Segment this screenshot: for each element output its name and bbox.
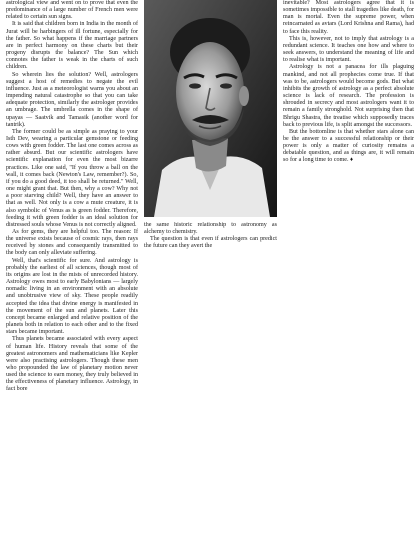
paragraph: As for gems, they are helpful too. The reason: If the universe exists because of cosmic rays, then rays received by stones and consequently transmitted to the body can only alleviate suffering. <box>6 229 138 257</box>
portrait-photo <box>144 0 277 217</box>
portrait-image <box>144 0 277 217</box>
paragraph: The question is that even if astrologers can predict the future can they avert the <box>144 236 277 250</box>
paragraph: the same historic relationship to astronomy as alchemy to chemistry. <box>144 222 277 236</box>
paragraph <box>283 129 414 165</box>
paragraph: Well, that's scientific for sure. And astrology is probably the earliest of all sciences, though most of its origins are lost in the mists of unrecorded history. Astrology owes most to early Babylonians — largely nomadic living in an environment with an absolute and unobtrusive view of sky. These people readily accepted the idea that divine energy is manifested in the movement of the sun and planets. Later this concept became enlarged and relative position of the planets both in relation to each other and to the fixed stars became important. <box>6 257 138 336</box>
paragraph: The former could be as simple as praying to your Isth Dev, wearing a particular gemstone or feeding cows with green fodder. The last one comes across as rather absurd. But our scientific astrologers have scientific explanation for even the most bizarre practices. Like one said, "If you throw a ball on the wall, it comes back (Newton's Law, remember?). So, if you do a good deed, it too shall be returned." Well, one might grant that. But then, why a cow? Why not a poor starving child? Well, they have an answer to that as well. Not only is a cow a mute creature, it is also symbolic of Venus as is green fodder. Therefore, feeding it with green fodder is an ideal solution for distressed souls whose Venus is not correctly aligned. <box>6 128 138 228</box>
paragraph: Astrology is not a panacea for ills plaguing mankind, and not all prophecies come true. If that was to be, astrologers would become gods. But what inhibits the growth of astrology as a perfect absolute science is lack of research. The profession is shrouded in secrecy and most astrologers want it to remain a family stronghold. Not surprising then that Bhrigu Shastra, the treatise which supposedly traces back to previous life, is split amongst the successors. <box>283 64 414 128</box>
paragraph: astrological view and went on to prove that even the predominance of a large number of French men were related to certain sun signs. <box>6 0 138 21</box>
article-column-2 <box>144 222 277 252</box>
closing-paragraph: But the bottomline is that whether stars alone can be the answer to a successful relationship or their power is only a matter of curiosity remains a debatable question, and as things are, it will remain so for a long time to come. <box>283 128 414 164</box>
paragraph: This is, however, not to imply that astrology is a redundant science. It teaches one how and where to seek answers, to understand the meaning of life and to realise what is important. <box>283 35 414 64</box>
paragraph: inevitable? Most astrologers agree that it is sometimes impossible to stall tragedies like death, for man is mortal. Even the supreme power, when reincarnated as avtars (Lord Krishna and Rama), had to face this reality. <box>283 0 414 35</box>
paragraph: So wherein lies the solution? Well, astrologers suggest a host of remedies to negate the evil influence. Just as a meteorologist warns you about an impending natural catastrophe so that you can take adequate protection, similarly the astrologer provides an umbrage. The umbrella comes in the shape of upayas — Saatvik and Tamasik (another word for tantrik). <box>6 71 138 128</box>
end-of-article-icon: ♦ <box>350 157 354 164</box>
article-column-1 <box>6 0 138 545</box>
paragraph: Thus planets became associated with every aspect of human life. History reveals that some of the greatest astronomers and mathematicians like Kepler were also practising astrologers. Though these men who propounded the law of planetary motion never used the science to earn money, they truly believed in the effectiveness of planetary influence. Astrology, in fact bore <box>6 336 138 393</box>
paragraph: It is said that children born in India in the month of Jurat will be harbingers of ill fortune, especially for the father. So what happens if the marriage partners are in perfect harmony on these charts but their progeny disrupts the balance? The Sun which connotes the father is weak in the charts of such children. <box>6 21 138 71</box>
article-column-3 <box>283 0 414 275</box>
